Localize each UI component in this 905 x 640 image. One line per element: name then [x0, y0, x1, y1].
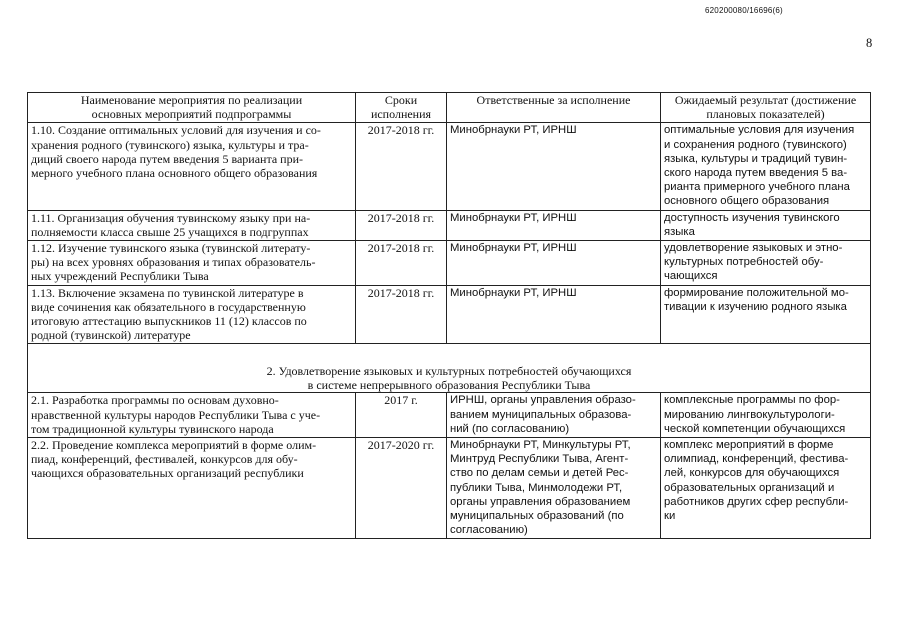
result-cell: комплексные программы по фор- мированию лингвокультурологи- ческой компетенции обучающихся: [661, 393, 871, 438]
term-cell: 2017 г.: [356, 393, 447, 438]
header-activity: Наименование мероприятия по реализации основных мероприятий подпрограммы: [28, 93, 356, 123]
activity-cell: 1.12. Изучение тувинского языка (тувинской литерату- ры) на всех уровнях образования и типах образователь- ных учреждений Республики Тыва: [28, 241, 356, 286]
activity-cell: 2.1. Разработка программы по основам духовно- нравственной культуры народов Республики Тыва с уче- том традиционной культуры тувинского народа: [28, 393, 356, 438]
plan-table: [27, 92, 871, 539]
table-row: [28, 210, 871, 240]
responsible-cell: ИРНШ, органы управления образо- ванием муниципальных образова- ний (по согласованию): [447, 393, 661, 438]
table-row: [28, 438, 871, 539]
table-header-row: [28, 93, 871, 123]
responsible-cell: Минобрнауки РТ, ИРНШ: [447, 285, 661, 344]
header-term: Сроки исполнения: [356, 93, 447, 123]
responsible-cell: Минобрнауки РТ, Минкультуры РТ, Минтруд Республики Тыва, Агент- ство по делам семьи и детей Рес- публики Тыва, Минмолодежи РТ, органы управления образованием муниципальных образований (по согласованию): [447, 438, 661, 539]
page-number: 8: [866, 36, 873, 50]
activity-cell: 1.10. Создание оптимальных условий для изучения и со- хранения родного (тувинского) языка, культуры и тра- диций своего народа путем введения 5 варианта при- мерного учебного плана основного общего образования: [28, 123, 356, 210]
section-row: [28, 344, 871, 393]
activity-cell: 1.13. Включение экзамена по тувинской литературе в виде сочинения как обязательного в государственную итоговую аттестацию выпускников 11 (12) классов по родной (тувинской) литературе: [28, 285, 356, 344]
table-row: [28, 123, 871, 210]
table-row: [28, 285, 871, 344]
term-cell: 2017-2020 гг.: [356, 438, 447, 539]
responsible-cell: Минобрнауки РТ, ИРНШ: [447, 210, 661, 240]
activity-cell: 2.2. Проведение комплекса мероприятий в форме олим- пиад, конференций, фестивалей, конкурсов для обу- чающихся образовательных организаций республики: [28, 438, 356, 539]
activity-cell: 1.11. Организация обучения тувинскому языку при на- полняемости класса свыше 25 учащихся в подгруппах: [28, 210, 356, 240]
result-cell: удовлетворение языковых и этно- культурных потребностей обу- чающихся: [661, 241, 871, 286]
header-responsible: Ответственные за исполнение: [447, 93, 661, 123]
section-heading: 2. Удовлетворение языковых и культурных потребностей обучающихся в системе непрерывного образования Республики Тыва: [28, 344, 871, 393]
result-cell: оптимальные условия для изучения и сохранения родного (тувинского) языка, культуры и традиций тувин- ского народа путем введения 5 ва- рианта примерного учебного плана основного общего образования: [661, 123, 871, 210]
responsible-cell: Минобрнауки РТ, ИРНШ: [447, 123, 661, 210]
term-cell: 2017-2018 гг.: [356, 285, 447, 344]
result-cell: доступность изучения тувинского языка: [661, 210, 871, 240]
responsible-cell: Минобрнауки РТ, ИРНШ: [447, 241, 661, 286]
term-cell: 2017-2018 гг.: [356, 123, 447, 210]
header-result: Ожидаемый результат (достижение плановых показателей): [661, 93, 871, 123]
term-cell: 2017-2018 гг.: [356, 241, 447, 286]
table-row: [28, 393, 871, 438]
result-cell: формирование положительной мо- тивации к изучению родного языка: [661, 285, 871, 344]
document-id: 620200080/16696(6): [705, 6, 783, 15]
table-row: [28, 241, 871, 286]
result-cell: комплекс мероприятий в форме олимпиад, конференций, фестива- лей, конкурсов для обучающихся образовательных организаций и работников других сфер республи- ки: [661, 438, 871, 539]
term-cell: 2017-2018 гг.: [356, 210, 447, 240]
